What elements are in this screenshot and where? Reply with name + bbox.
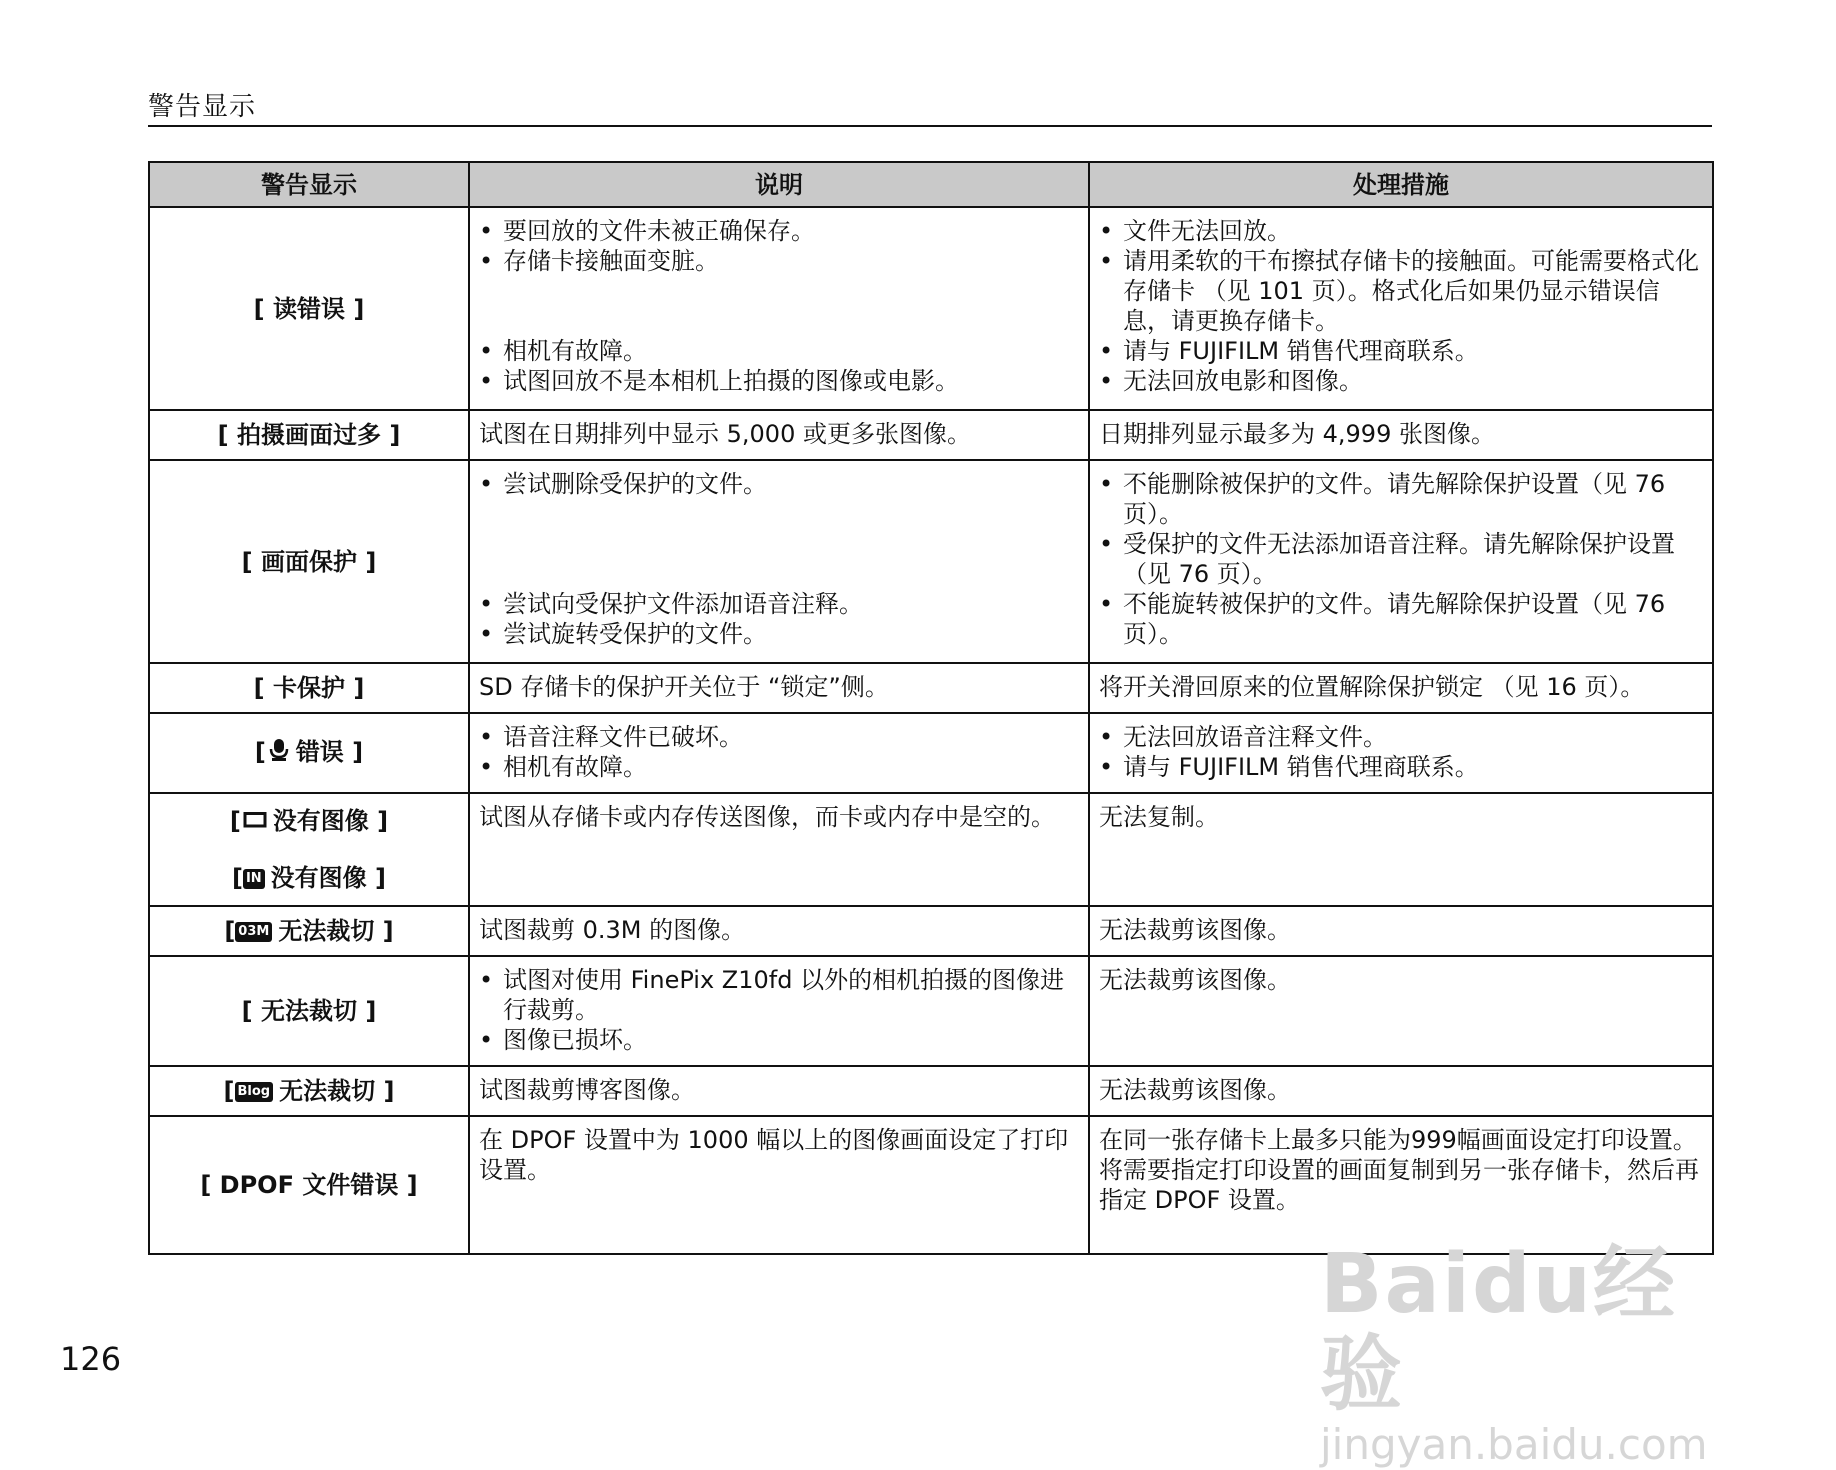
description-cell — [469, 460, 1089, 663]
internal-memory-icon: IN — [243, 869, 265, 889]
action-cell: 日期排列显示最多为 4,999 张图像。 — [1089, 410, 1713, 460]
description-cell: 试图裁剪 0.3M 的图像。 — [469, 906, 1089, 956]
description-cell — [469, 207, 1089, 410]
action-cell: 在同一张存储卡上最多只能为999幅画面设定打印设置。 将需要指定打印设置的画面复制到另一张存储卡，然后再指定 DPOF 设置。 — [1089, 1116, 1713, 1254]
list-item: • 要回放的文件未被正确保存。 — [479, 217, 815, 245]
blog-icon: Blog — [235, 1082, 274, 1102]
memory-card-icon — [243, 807, 267, 837]
list-item: • 请与 FUJIFILM 销售代理商联系。 — [1099, 753, 1479, 781]
warning-label: [ 卡保护 ] — [149, 663, 469, 713]
warning-label: [ 读错误 ] — [149, 207, 469, 410]
list-item: • 相机有故障。 — [479, 753, 647, 781]
list-item: • 尝试向受保护文件添加语音注释。 — [479, 590, 863, 618]
action-cell: 将开关滑回原来的位置解除保护锁定 （见 16 页）。 — [1089, 663, 1713, 713]
warning-label: [ Blog 无法裁切 ] — [149, 1066, 469, 1116]
description-cell: 试图在日期排列中显示 5,000 或更多张图像。 — [469, 410, 1089, 460]
table-row — [149, 410, 1713, 460]
list-item: • 不能旋转被保护的文件。请先解除保护设置（见 76 页）。 — [1099, 590, 1666, 648]
description-cell: 在 DPOF 设置中为 1000 幅以上的图像画面设定了打印设置。 — [469, 1116, 1089, 1254]
action-cell: 无法复制。 — [1089, 793, 1713, 906]
list-item: • 受保护的文件无法添加语音注释。请先解除保护设置 （见 76 页）。 — [1099, 530, 1675, 588]
warning-label: [ DPOF 文件错误 ] — [149, 1116, 469, 1254]
header-description: 说明 — [469, 162, 1089, 207]
page-number: 126 — [60, 1340, 122, 1378]
warning-label: [ 无法裁切 ] — [149, 956, 469, 1066]
list-item: • 无法回放语音注释文件。 — [1099, 723, 1387, 751]
list-item: • 相机有故障。 — [479, 337, 647, 365]
header-warning: 警告显示 — [149, 162, 469, 207]
list-item: • 图像已损坏。 — [479, 1026, 647, 1054]
description-cell: SD 存储卡的保护开关位于 “锁定”侧。 — [469, 663, 1089, 713]
warning-label: [ 03M 无法裁切 ] — [149, 906, 469, 956]
description-cell — [469, 713, 1089, 793]
warning-label: [ 拍摄画面过多 ] — [149, 410, 469, 460]
table-row — [149, 460, 1713, 663]
table-row — [149, 906, 1713, 956]
list-item: • 文件无法回放。 — [1099, 217, 1291, 245]
section-title: 警告显示 — [148, 92, 257, 122]
description-cell: 试图从存储卡或内存传送图像，而卡或内存中是空的。 — [469, 793, 1089, 906]
table-row — [149, 713, 1713, 793]
table-row — [149, 663, 1713, 713]
warning-table — [148, 161, 1714, 1255]
list-item: • 试图对使用 FinePix Z10fd 以外的相机拍摄的图像进行裁剪。 — [479, 966, 1065, 1024]
header-action: 处理措施 — [1089, 162, 1713, 207]
warning-label: [ 画面保护 ] — [149, 460, 469, 663]
action-cell — [1089, 460, 1713, 663]
table-row — [149, 956, 1713, 1066]
list-item: • 无法回放电影和图像。 — [1099, 367, 1363, 395]
microphone-icon — [268, 738, 290, 769]
action-cell: 无法裁剪该图像。 — [1089, 906, 1713, 956]
title-rule — [148, 125, 1712, 127]
list-item: • 语音注释文件已破坏。 — [479, 723, 743, 751]
list-item: • 请与 FUJIFILM 销售代理商联系。 — [1099, 337, 1479, 365]
list-item: • 存储卡接触面变脏。 — [479, 247, 719, 275]
action-cell: 无法裁剪该图像。 — [1089, 956, 1713, 1066]
table-row — [149, 207, 1713, 410]
warning-label: [ 没有图像 ] [ IN 没有图像 ] — [149, 793, 469, 906]
image-size-icon: 03M — [235, 922, 272, 942]
list-item: • 尝试删除受保护的文件。 — [479, 470, 767, 498]
list-item: • 试图回放不是本相机上拍摄的图像或电影。 — [479, 367, 959, 395]
action-cell — [1089, 713, 1713, 793]
description-cell — [469, 956, 1089, 1066]
list-item: • 尝试旋转受保护的文件。 — [479, 620, 767, 648]
list-item: • 不能删除被保护的文件。请先解除保护设置（见 76 页）。 — [1099, 470, 1666, 528]
watermark-logo: Baidu经验 jingyan.baidu.com — [1320, 1237, 1708, 1469]
action-cell — [1089, 207, 1713, 410]
action-cell: 无法裁剪该图像。 — [1089, 1066, 1713, 1116]
warning-label: [ 错误 ] — [149, 713, 469, 793]
table-header-row — [149, 162, 1713, 207]
table-row — [149, 1116, 1713, 1254]
table-row — [149, 793, 1713, 906]
table-row — [149, 1066, 1713, 1116]
list-item: • 请用柔软的干布擦拭存储卡的接触面。可能需要格式化存储卡 （见 101 页）。格式化后如果仍显示错误信息，请更换存储卡。 — [1099, 247, 1699, 335]
description-cell: 试图裁剪博客图像。 — [469, 1066, 1089, 1116]
